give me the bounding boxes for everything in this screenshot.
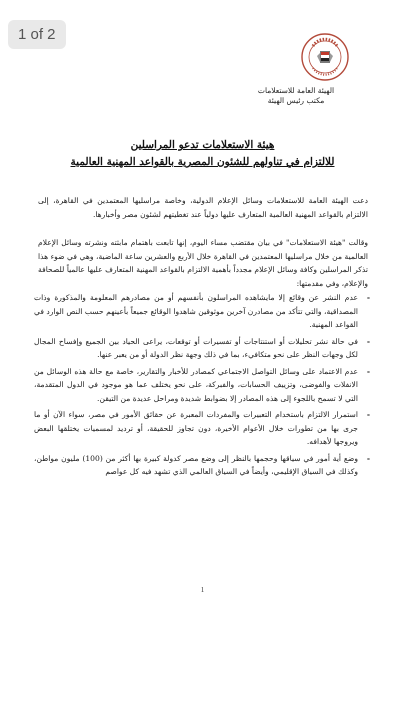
list-item: - عدم النشر عن وقائع إلا مايشاهده المراسلون بأنفسهم أو من مصادرهم المعلومة والمذكورة وذات المصداقية، والتي تتأكد من مصادرن آخرين موثوقين شاهدوا الوقائع جميعاً بأعينهم حسب النص الوارد في القواعد المهنية. (34, 293, 370, 329)
paragraph-statement: وقالت "هيئة الاستعلامات" في بيان مقتضب مساء اليوم، إنها تابعت باهتمام مابثته ونشرته وسائل الإعلام العالمية من خلال مراسليها المعتمدين في القاهرة خلال الأربع والعشرين ساعة الماضية، وهي في ضوء هذا تذكر المراسلين وكافة وسائل الإعلام مجدداً بأهمية الالتزام بالقواعد المهنية المتعارف عليها عالمياً للصحافة والإعلام، وفي مقدمتها: (38, 238, 368, 288)
org-office: مكتب رئيس الهيئة (267, 96, 325, 105)
list-item: - عدم الاعتماد على وسائل التواصل الاجتماعي كمصادر للأخبار والتقارير، خاصة مع حالة هذه الوسائل من الانفلات والفوضى، وتزييف الحسابات، والفبركة، على نحو يختلف عما هو موجود في الدول المتقدمة، التي لا تسمح باللجوء إلى هذه المصادر إلا بضوابط شديدة ومراحل عديدة من التيقن. (34, 366, 370, 403)
paragraph-intro: دعت الهيئة العامة للاستعلامات وسائل الإعلام الدولية، وخاصة مراسليها المعتمدين في القاهرة، إلى الالتزام بالقواعد المهنية العالمية المتعارف عليها دولياً عند تغطيتهم لشئون مصر وأخبارها. (38, 196, 368, 219)
list-item: - استمرار الالتزام باستخدام التعبيرات والمفردات المعبرة عن حقائق الأمور في مصر، سواء الآن أو ما جرى بها من تطورات خلال الأعوام الأخيرة، دون تجاوز للحقيقة، أو ترديد لمسميات يختلقها البعض ويروجها لأهدافه. (34, 410, 370, 446)
page-indicator: 1 of 2 (8, 20, 66, 49)
sis-logo-icon (300, 32, 350, 82)
organization-header (231, 86, 361, 106)
page-number: 1 (200, 586, 205, 594)
principles-list (34, 291, 376, 482)
org-name: الهيئة العامة للاستعلامات (257, 86, 335, 95)
document-subtitle: للالتزام في تناولهم للشئون المصرية بالقواعد المهنية العالمية (70, 156, 335, 168)
list-item: - في حالة نشر تحليلات أو استنتاجات أو تفسيرات أو توقعات، يراعى الحياد بين الجميع وإفساح المجال لكل وجهات النظر على نحو متكافيء، بما في ذلك وجهة نظر الدولة أو من يعبر عنها. (34, 336, 370, 359)
document-title: هيئة الاستعلامات تدعو المراسلين (130, 139, 275, 151)
list-item: - وضع أية أمور في سياقها وحجمها بالنظر إلى وضع مصر كدولة كبيرة بها أكثر من (100) مليون مواطن، وكذلك في السياق الإقليمي، وأيضاً في السياق العالمي الذي تشهد فيه كل عواصم (34, 453, 370, 476)
